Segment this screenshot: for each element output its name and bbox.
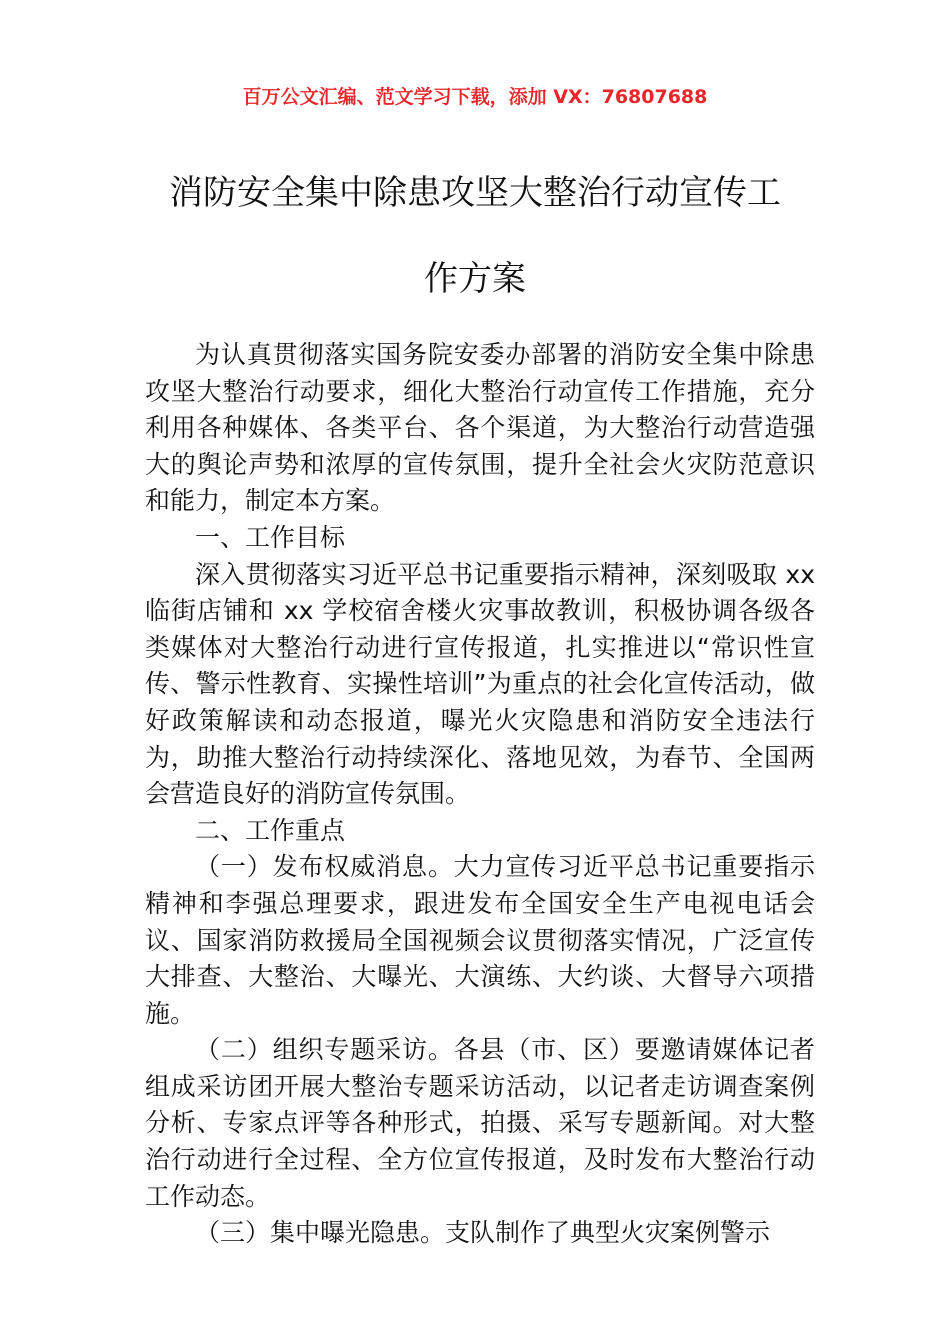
document-title [150, 150, 800, 322]
focus-item-2: （二）组织专题采访。各县（市、区）要邀请媒体记者组成采访团开展大整治专题采访活动，以记者走访调查案例分析、专家点评等各种形式，拍摄、采写专题新闻。对大整治行动进行全过程、全方位宣传报道，及时发布大整治行动工作动态。 [145, 1035, 815, 1211]
section-heading-goals: 一、工作目标 [195, 522, 346, 552]
header-note: 百万公文汇编、范文学习下载，添加 VX：76807688 [242, 86, 708, 108]
section-heading-focus: 二、工作重点 [195, 815, 346, 845]
focus-item-1: （一）发布权威消息。大力宣传习近平总书记重要指示精神和李强总理要求，跟进发布全国安全生产电视电话会议、国家消防救援局全国视频会议贯彻落实情况，广泛宣传大排查、大整治、大曝光、大演练、大约谈、大督导六项措施。 [145, 852, 815, 1028]
document-body [145, 337, 815, 1252]
title-line-1: 消防安全集中除患攻坚大整治行动宣传工 [169, 173, 781, 213]
goals-paragraph: 深入贯彻落实习近平总书记重要指示精神，深刻吸取 xx 临街店铺和 xx 学校宿舍楼火灾事故教训，积极协调各级各类媒体对大整治行动进行宣传报道，扎实推进以“常识性宣传、警示性教育、实操性培训”为重点的社会化宣传活动，做好政策解读和动态报道，曝光火灾隐患和消防安全违法行为，助推大整治行动持续深化、落地见效，为春节、全国两会营造良好的消防宣传氛围。 [145, 559, 815, 809]
intro-paragraph: 为认真贯彻落实国务院安委办部署的消防安全集中除患攻坚大整治行动要求，细化大整治行动宣传工作措施，充分利用各种媒体、各类平台、各个渠道，为大整治行动营造强大的舆论声势和浓厚的宣传氛围，提升全社会火灾防范意识和能力，制定本方案。 [145, 340, 815, 516]
title-line-2: 作方案 [424, 259, 526, 299]
focus-item-3: （三）集中曝光隐患。支队制作了典型火灾案例警示 [195, 1218, 771, 1248]
